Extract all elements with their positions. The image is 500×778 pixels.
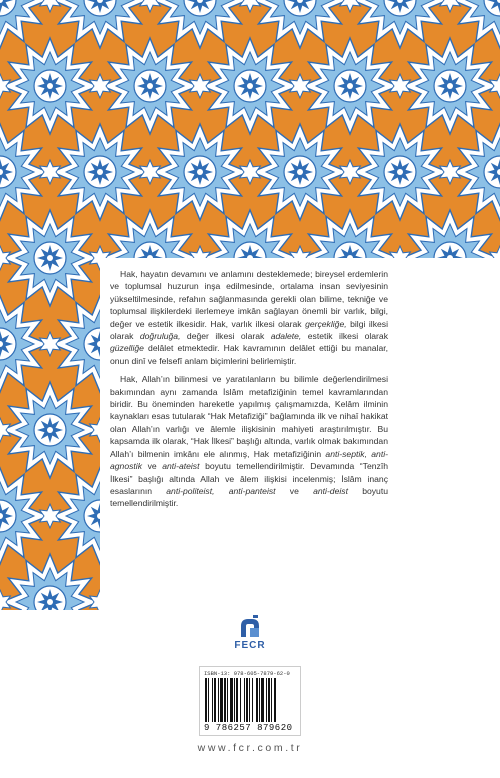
barcode <box>199 666 301 736</box>
text-run: Hak, Allah’ın bilinmesi ve yaratılanların bu bilimle değerlendirilmesi bakımından aynı zamanda İslâm metafiziğinin temel kavramlarından biridir. Bu öneminden hareketle yapılmış çalışmamızda, Kelâm ilminin kaynakları esas tutularak “Hak Metafiziği” bağlamında ilk ve nihaî hakikat olan Allah’ın varlığı ve âlemle ilişkisinin mahiyeti araştırılmıştır. Bu kapsamda ilk olarak, “Hak İlkesi” başlığı altında, varlık olmak bakımından Allah’ı bilmenin imkânı ele alınmış, Hak metafiziğinin <box>110 374 388 459</box>
text-run: estetik ilkesi olarak <box>301 331 388 342</box>
text-run: Hak, hayatın devamını ve anlamını desteklemede; bireysel erdemlerin ve toplumsal huzurun inşa edilmesinde, ortalama insan seviyesinin yükseltilmesinde, refahın sağlanmasında gerekli olan bilime, tekniğe ve toplumsal ilişkilerdeki ilerlemeye imkân sağlayan önemli bir varlık, bilgi, değer ve estetik ilkesidir. Hak, varlık ilkesi olarak <box>110 269 388 329</box>
barcode-number: 9 786257 879620 <box>204 723 293 733</box>
italic-term: anti-deist <box>313 485 348 496</box>
text-run: boyutu temellendirilmiştir. <box>110 485 388 509</box>
publisher-logo <box>210 615 290 661</box>
text-run: ve <box>275 485 314 496</box>
text-run: ve <box>142 461 163 472</box>
back-cover-text <box>110 268 388 516</box>
barcode-bars <box>205 678 297 722</box>
italic-term: anti-ateist <box>162 461 200 472</box>
text-run: delâlet etmektedir. Hak kavramının delâlet ettiği bu manalar, onun dinî ve felsefî anlam biçimlerini belirlemiştir. <box>110 343 388 366</box>
italic-term: adalete, <box>270 331 302 342</box>
paragraph-1 <box>110 268 388 367</box>
text-run: boyutu temellendirilmiştir. Devamında “Tenzîh İlkesi” başlığı altında Allah ve âlem ilişkisi incelenmiş; İslâm inanç esaslarının <box>110 461 388 496</box>
text-run: bilgi ilkesi olarak <box>110 318 388 342</box>
fecr-logo-icon <box>237 615 263 639</box>
publisher-name: FECR <box>234 640 266 651</box>
text-run: değer ilkesi olarak <box>180 331 271 342</box>
website-url: www.fcr.com.tr <box>197 742 303 754</box>
italic-term: anti-septik, anti-agnostik <box>110 448 388 472</box>
italic-term: güzelliğe <box>110 343 144 354</box>
italic-term: gerçekliğe, <box>305 318 347 329</box>
paragraph-2 <box>110 373 388 509</box>
italic-term: anti-politeist, anti-panteist <box>166 485 276 496</box>
italic-term: doğruluğa, <box>139 331 181 342</box>
isbn-label: ISBN-13: 978-605-7879-62-0 <box>204 670 290 677</box>
